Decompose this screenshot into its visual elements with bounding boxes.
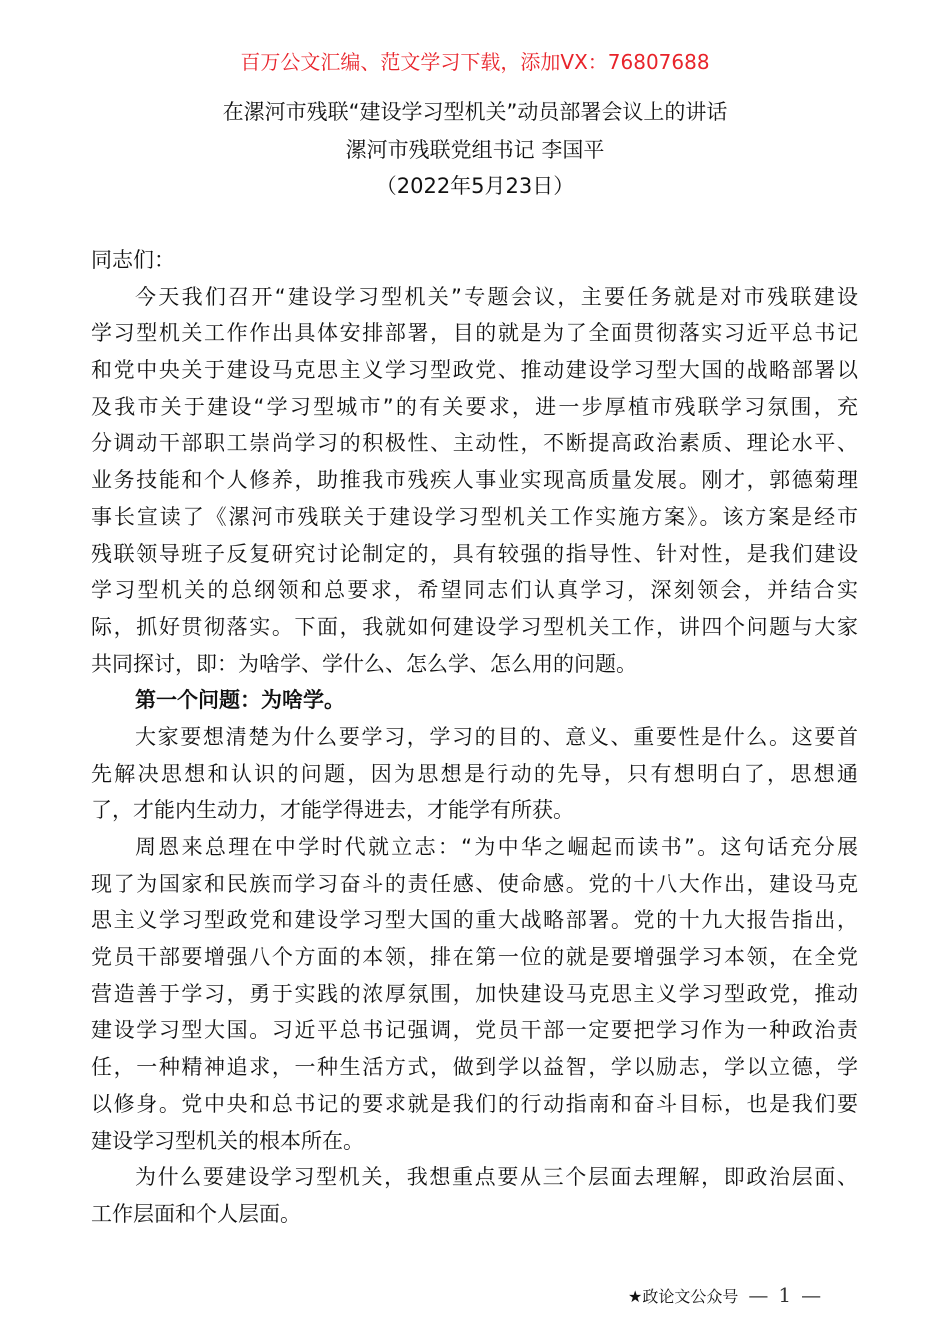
paragraph [91, 719, 858, 829]
text-line: 残联领导班子反复研究讨论制定的，具有较强的指导性、针对性，是我们建设 [91, 541, 858, 566]
text-line: 学习型机关的总纲领和总要求，希望同志们认真学习，深刻领会，并结合实 [91, 578, 858, 603]
document-author: 漯河市残联党组书记 李国平 [345, 138, 605, 162]
text-line: 了，才能内生动力，才能学得进去，才能学有所获。 [91, 798, 574, 823]
text-line: 共同探讨，即：为啥学、学什么、怎么学、怎么用的问题。 [91, 651, 637, 676]
text-line: 今天我们召开“建设学习型机关”专题会议，主要任务就是对市残联建设 [135, 284, 858, 309]
text-line: 先解决思想和认识的问题，因为思想是行动的先导，只有想明白了，思想通 [91, 761, 858, 786]
text-line: 现了为国家和民族而学习奋斗的责任感、使命感。党的十八大作出，建设马克 [91, 871, 858, 896]
paragraph [91, 829, 858, 1159]
text-line: 建设学习型大国。习近平总书记强调，党员干部一定要把学习作为一种政治责 [91, 1018, 858, 1043]
watermark-banner: 百万公文汇编、范文学习下载，添加VX：76807688 [240, 50, 710, 74]
text-line: 思主义学习型政党和建设学习型大国的重大战略部署。党的十九大报告指出， [91, 908, 858, 933]
text-line: 以修身。党中央和总书记的要求就是我们的行动指南和奋斗目标，也是我们要 [91, 1091, 858, 1116]
text-line: 为什么要建设学习型机关，我想重点要从三个层面去理解，即政治层面、 [135, 1165, 858, 1190]
text-line: 及我市关于建设“学习型城市”的有关要求，进一步厚植市残联学习氛围，充 [91, 394, 858, 419]
text-line: 和党中央关于建设马克思主义学习型政党、推动建设学习型大国的战略部署以 [91, 358, 858, 383]
text-line: 分调动干部职工崇尚学习的积极性、主动性，不断提高政治素质、理论水平、 [91, 431, 858, 456]
document-date: （2022年5月23日） [375, 174, 575, 198]
text-line: 第一个问题：为啥学。 [135, 688, 345, 713]
text-line: 党员干部要增强八个方面的本领，排在第一位的就是要增强学习本领，在全党 [91, 945, 858, 970]
paragraph [91, 1159, 858, 1232]
document-body [91, 242, 858, 1233]
text-line: 同志们： [91, 248, 175, 272]
text-line: 事长宣读了《漯河市残联关于建设学习型机关工作实施方案》。该方案是经市 [91, 504, 858, 529]
page-number: 1 [778, 1283, 792, 1307]
text-line: 周恩来总理在中学时代就立志：“为中华之崛起而读书”。这句话充分展 [135, 835, 858, 859]
text-line: 业务技能和个人修养，助推我市残疾人事业实现高质量发展。刚才，郭德菊理 [91, 468, 858, 493]
page-dash-left: — [748, 1283, 769, 1307]
page-footer [628, 1283, 821, 1307]
text-line: 营造善于学习，勇于实践的浓厚氛围，加快建设马克思主义学习型政党，推动 [91, 981, 858, 1006]
text-line: 大家要想清楚为什么要学习，学习的目的、意义、重要性是什么。这要首 [135, 724, 858, 749]
paragraph [91, 242, 858, 279]
text-line: 际，抓好贯彻落实。下面，我就如何建设学习型机关工作，讲四个问题与大家 [91, 614, 858, 639]
document-title: 在漯河市残联“建设学习型机关”动员部署会议上的讲话 [222, 100, 728, 124]
paragraph [91, 279, 858, 683]
text-line: 建设学习型机关的根本所在。 [91, 1128, 364, 1153]
section-heading [91, 682, 858, 719]
text-line: 工作层面和个人层面。 [91, 1201, 301, 1226]
page-dash-right: — [801, 1283, 822, 1307]
text-line: 学习型机关工作作出具体安排部署，目的就是为了全面贯彻落实习近平总书记 [91, 321, 858, 346]
text-line: 任，一种精神追求，一种生活方式，做到学以益智，学以励志，学以立德，学 [91, 1055, 858, 1080]
footer-source: ★政论文公众号 [628, 1286, 739, 1306]
